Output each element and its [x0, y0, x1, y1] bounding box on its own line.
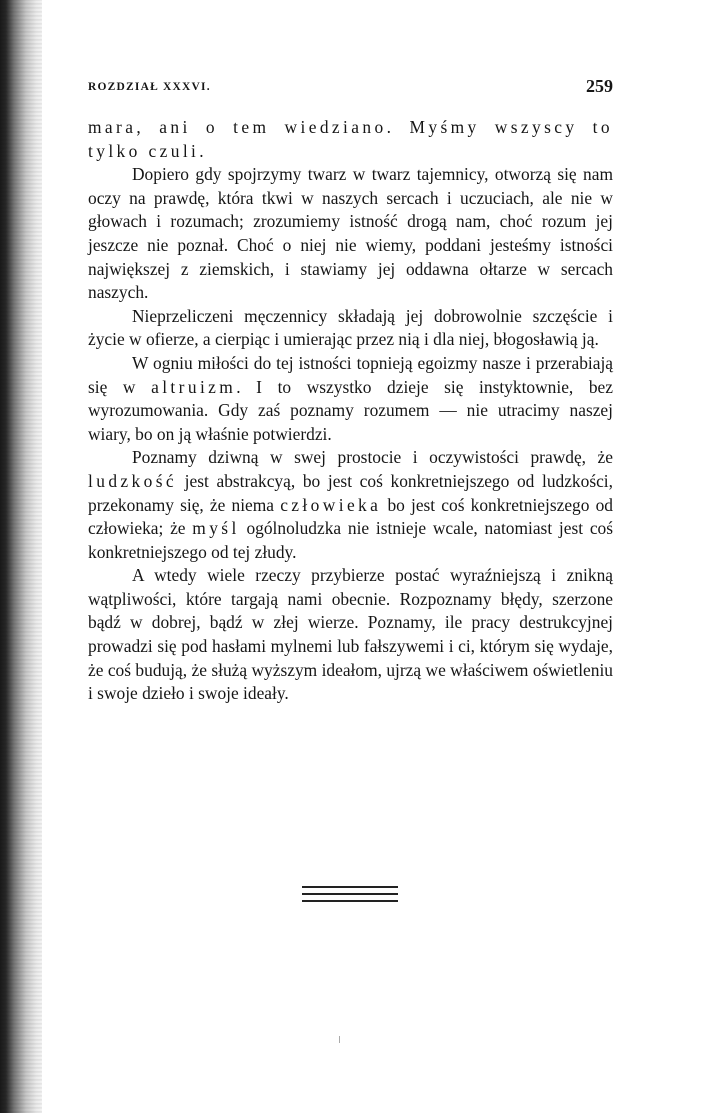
- body-text: [88, 116, 613, 706]
- text-run: A wtedy wiele rzeczy przybierze postać wyraźniejszą i znikną wątpliwości, które targają nami obecnie. Rozpoznamy błędy, szerzone bądź w dobrej, bądź w złej wierze. Poznamy, ile pracy destrukcyjnej prowadzi się pod hasłami mylnemi lub fałszywemi i ci, którym się wydaje, że coś budują, że służą wyższym ideałom, ujrzą we właściwem oświetleniu i swoje dzieło i swoje ideały.: [88, 565, 613, 704]
- chapter-heading: ROZDZIAŁ XXXVI.: [88, 81, 211, 93]
- text-run: . I to wszystko dzieje się instyktownie, bez wyrozumowania. Gdy zaś poznamy rozumem — nie utracimy naszej wiary, bo on ją właśnie potwierdzi.: [88, 376, 613, 444]
- ornament-rule: [302, 900, 398, 902]
- text-run: Dopiero gdy spojrzymy twarz w twarz tajemnicy, otworzą się nam oczy na prawdę, która tkwi w naszych sercach i uczuciach, ale nie w głowach i rozumach; zrozumiemy istność drogą nam, choć rozum jej jeszcze nie poznał. Choć o niej nie wiemy, poddani jesteśmy istności największej z ziemskich, i stawiamy jej oddawna ołtarze w sercach naszych.: [88, 164, 613, 303]
- text-run: W ogniu miłości do tej istności topnieją egoizmy nasze i przerabiają się w: [88, 352, 613, 397]
- emphasized-text: człowieka: [280, 494, 382, 515]
- text-run: bo jest coś konkretniejszego od człowieka; że: [88, 494, 613, 539]
- emphasized-text: altruizm: [151, 376, 237, 397]
- book-binding-shadow: [0, 0, 42, 1113]
- emphasized-text: myśl: [192, 518, 240, 539]
- emphasized-text: mara, ani o tem wiedziano. Myśmy wszyscy to tylko czuli.: [88, 117, 613, 161]
- paragraph: [88, 305, 613, 352]
- paragraph: [88, 163, 613, 305]
- paragraph: [88, 564, 613, 706]
- emphasized-text: ludzkość: [88, 470, 178, 491]
- text-run: Nieprzeliczeni męczennicy składają jej dobrowolnie szczęście i życie w ofierze, a cierpiąc i umierając przez nią i dla niej, błogosławią ją.: [88, 305, 613, 350]
- ornament-rule: [302, 893, 398, 895]
- ornament-rule: [302, 886, 398, 888]
- running-head: [88, 76, 613, 100]
- text-run: jest abstrakcyą, bo jest coś konkretniejszego od ludzkości, przekonamy się, że niema: [88, 470, 613, 515]
- page-number: 259: [586, 76, 613, 96]
- paragraph: [88, 446, 613, 564]
- paragraph: [88, 352, 613, 446]
- paragraph: [88, 116, 613, 163]
- text-run: Poznamy dziwną w swej prostocie i oczywistości prawdę, że: [132, 447, 613, 468]
- paper-speck: [339, 1036, 340, 1043]
- text-run: ogólnoludzka nie istnieje wcale, natomiast jest coś konkretniejszego od tej złudy.: [88, 518, 613, 562]
- chapter-end-ornament: [302, 886, 398, 907]
